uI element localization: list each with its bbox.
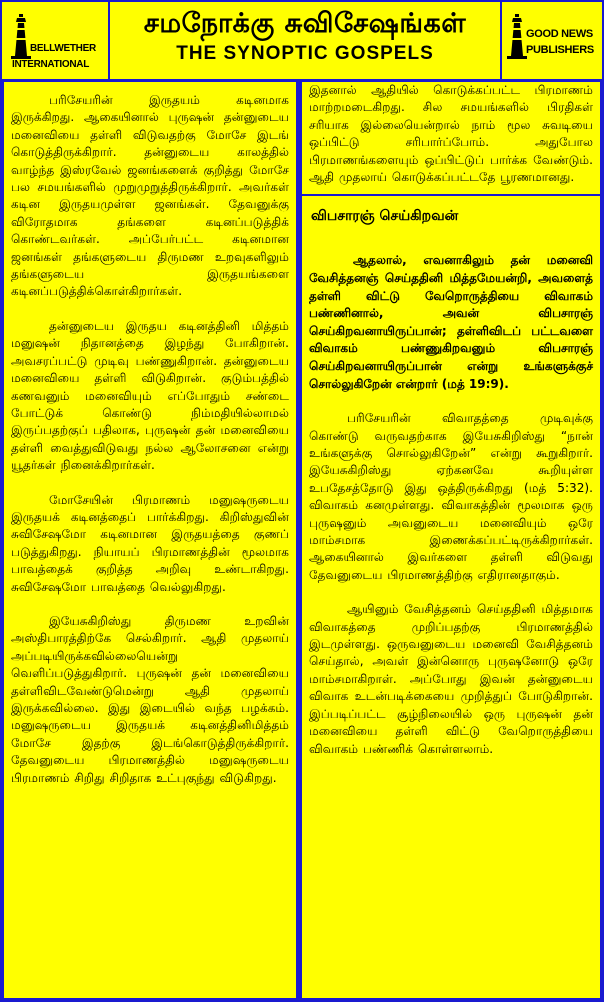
lighthouse-icon	[506, 12, 528, 60]
good-news-logo	[502, 2, 602, 79]
right-column	[302, 82, 600, 998]
header	[2, 2, 602, 79]
right-logo-line2: PUBLISHERS	[526, 44, 594, 56]
right-paragraph-1: பரிசேயரின் விவாதத்தை முடிவுக்கு கொண்டு வருவதற்காக இயேசுகிறிஸ்து “நான் உங்களுக்கு சொல்லுகிறேன்” என்று கூறுகிறார். இயேசுகிறிஸ்து ஏற்கனவே கூறியுள்ள உபதேசத்தோடு இது ஒத்திருக்கிறது (மத் 5:32). விவாகம் கனமுள்ளது. விவாகத்தின் மூலமாக ஒரு புருஷனும் அவனுடைய மனைவியும் ஒரே மாம்சமாக இணைக்கப்பட்டிருக்கிறார்கள். ஆகையினால் இவர்களை தள்ளி விடுவது தேவனுடைய பிரமாணத்திற்கு எதிரானதாகும்.	[309, 411, 593, 582]
right-logo-line1: GOOD NEWS	[526, 28, 593, 40]
section-divider	[302, 194, 600, 196]
section-heading: விபசாரஞ் செய்கிறவன்	[311, 208, 459, 225]
left-column	[4, 82, 296, 998]
scripture-quote: ஆதலால், எவனாகிலும் தன் மனைவி வேசித்தனஞ் செய்ததினி மித்தமேயன்றி, அவளைத் தள்ளி விட்டு வேறொருத்தியை விவாகம் பண்ணினால், அவன் விபசாரஞ் செய்கிறவனாயிருப்பான்; தள்ளிவிடப் பட்டவளை விவாகம் பண்ணுகிறவனும் விபசாரஞ் செய்கிறவனாயிருப்பான் என்று உங்களுக்குச் சொல்லுகிறேன் என்றார் (மத் 19:9).	[309, 253, 593, 391]
left-paragraph-2: தன்னுடைய இருதய கடினத்தினி மித்தம் மனுஷன் நிதானத்தை இழந்து போகிறான். அவசரப்பட்டு முடிவு பண்ணுகிறான். தன்னுடைய மனைவியை தள்ளி விடுகிறான். குடும்பத்தில் கணவனும் மனைவியும் எப்போதும் சண்டை போட்டுக் கொண்டு நிம்மதியில்லாமல் இருப்பதற்குப் பதிலாக, புருஷன் தன் மனைவியை தள்ளி வைத்துவிடுவது நல்ல ஆலோசனை என்று யூதர்கள் நினைக்கிறார்கள்.	[11, 318, 289, 473]
left-logo-line1: BELLWETHER	[30, 43, 96, 54]
left-paragraph-3: மோசேயின் பிரமாணம் மனுஷருடைய இருதயக் கடினத்தைப் பார்க்கிறது. கிறிஸ்துவின் சுவிசேஷமோ கடினமான இருதயத்தை குணப் படுத்துகிறது. நியாயப் பிரமாணத்தின் மூலமாக பாவத்தைக் குறித்த அறிவு உண்டாகிறது. சுவிசேஷமோ பாவத்தை வெல்லுகிறது.	[11, 492, 289, 594]
right-paragraph-2: ஆயினும் வேசித்தனம் செய்ததினி மித்தமாக விவாகத்தை முறிப்பதற்கு பிரமாணத்தில் இடமுள்ளது. ஒருவனுடைய மனைவி வேசித்தனம் செய்தால், அவள் இன்னொரு புருஷனோடு ஒரே மாம்சமாகிறாள். அப்போது இவன் தன்னுடைய விவாக உடன்படிக்கையை முறித்துப் போடுகிறான். இப்படிப்பட்ட சூழ்நிலையில் ஒரு புருஷன் தன் மனைவியை தள்ளி விட்டு வேறொருத்தியை விவாகம் பண்ணிக் கொள்ளலாம்.	[309, 602, 593, 756]
title-panel	[110, 2, 500, 79]
lighthouse-icon	[10, 12, 32, 60]
left-paragraph-1: பரிசேயரின் இருதயம் கடினமாக இருக்கிறது. ஆகையினால் புருஷன் தன்னுடைய மனைவியை தள்ளி விடுவதற்கு மோசே இடங் கொடுத்திருக்கிறார். தன்னுடைய காலத்தில் வாழ்ந்த இஸ்ரவேல் ஜனங்களைக் குறித்து மோசே பல சமயங்களில் முறுமுறுத்திருக்கிறார். அவர்கள் கடின இருதயமுள்ள ஜனங்கள். தேவனுக்கு விரோதமாக தங்களை கடினப்படுத்திக் கொண்டவர்கள். அப்பேர்பட்ட கடினமான ஜனங்கள் தங்களுடைய திருமண உறவுகளிலும் தங்களுடைய இருதயங்களை கடினப்படுத்திக்கொள்கிறார்கள்.	[11, 93, 289, 299]
right-intro-paragraph: இதனால் ஆதியில் கொடுக்கப்பட்ட பிரமாணம் மாற்றமடைகிறது. சில சமயங்களில் பிரதிகள் சரியாக இல்லையென்றால் நாம் மூல சுவடியை ஒப்பிட்டு சரிபார்ப்போம். அதுபோல பிரமாணங்களையும் ஒப்பிட்டுப் பார்க்க வேண்டும். ஆதி முதலாய் கொடுக்கப்பட்டதே பூரணமானது.	[309, 83, 593, 185]
page-title-english: THE SYNOPTIC GOSPELS	[176, 43, 434, 64]
page-title-tamil: சமநோக்கு சுவிசேஷங்கள்	[143, 8, 467, 39]
left-paragraph-4: இயேசுகிறிஸ்து திருமண உறவின் அஸ்திபாரத்திற்கே செல்கிறார். ஆதி முதலாய் அப்படியிருக்கவில்லையென்று வெளிப்படுத்துகிறார். புருஷன் தன் மனைவியை தள்ளிவிடவேண்டுமென்று ஆதி முதலாய் இருக்கவில்லை. இது இடையில் வந்த பழக்கம். மனுஷருடைய இருதயக் கடினத்தினிமித்தம் மோசே இதற்கு இடங்கொடுத்திருக்கிறார். தேவனுடைய பிரமாணத்தில் மனுஷருடைய பிரமாணம் சிறிது சிறிதாக உட்புகுந்து விடுகிறது.	[11, 613, 289, 785]
bellwether-logo	[2, 2, 108, 79]
left-logo-line2: INTERNATIONAL	[12, 59, 90, 70]
